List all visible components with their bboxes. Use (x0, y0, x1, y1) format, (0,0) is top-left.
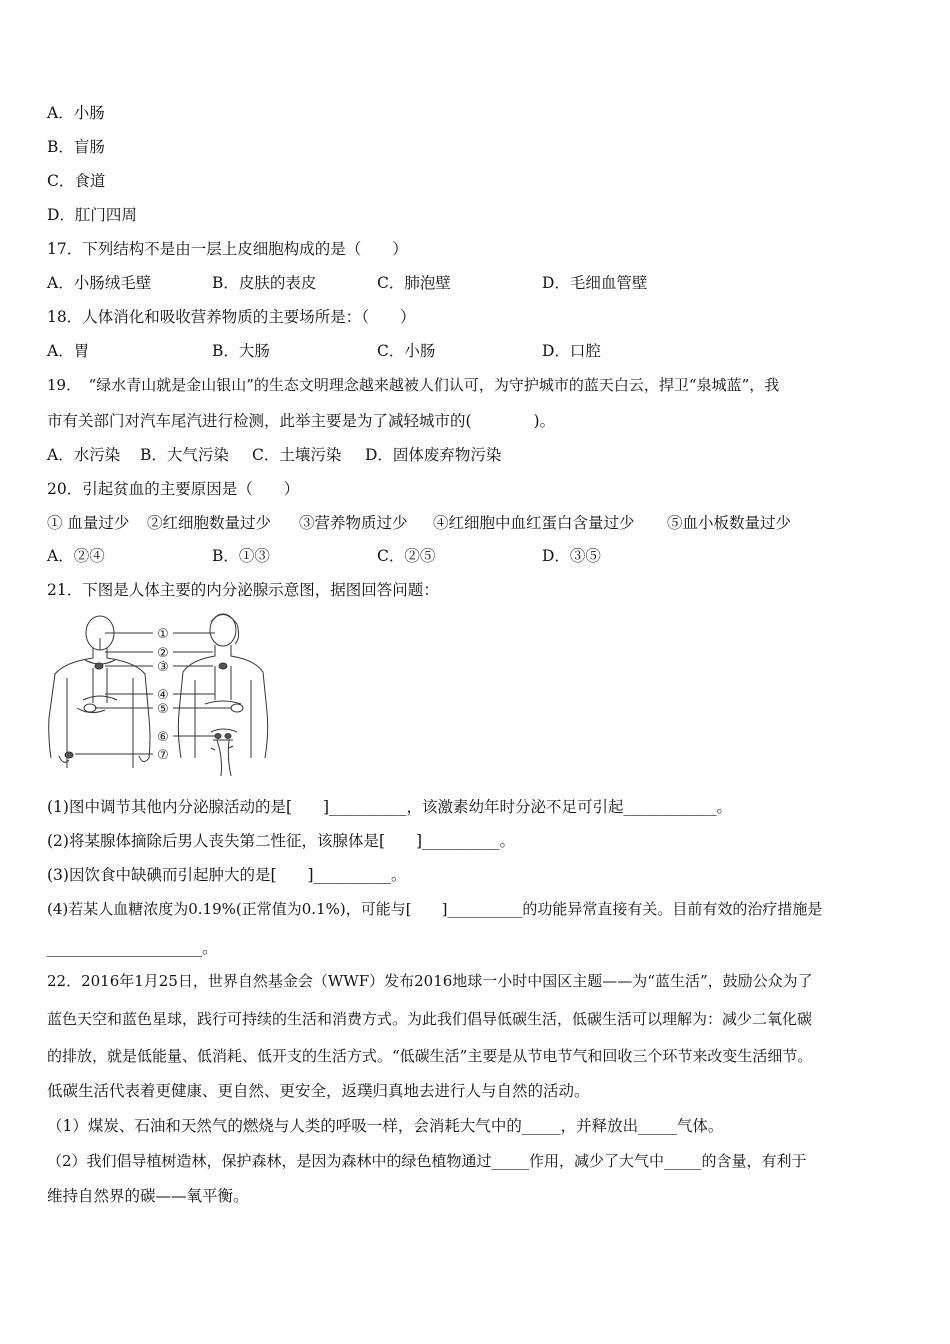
q17-option-a: A．小肠绒毛壁 (47, 274, 152, 292)
q17-option-c: C．肺泡壁 (377, 274, 451, 292)
female-body-outline (178, 614, 267, 776)
q21-stem: 21．下图是人体主要的内分泌腺示意图，据图回答问题： (47, 581, 439, 599)
figure-label-7: ⑦ (157, 748, 169, 763)
figure-label-5: ⑤ (157, 702, 169, 717)
q20-choice-3: ③营养物质过少 (299, 514, 408, 532)
q18-option-a: A．胃 (47, 342, 90, 360)
figure-label-4: ④ (157, 688, 169, 703)
q22-sub2-line2: 维持自然界的碳——氧平衡。 (47, 1187, 249, 1205)
q20-choice-4: ④红细胞中血红蛋白含量过少 (433, 514, 635, 532)
q19-option-d: D．固体废弃物污染 (365, 446, 502, 464)
q22-line3: 的排放，就是低能量、低消耗、低开支的生活方式。“低碳生活”主要是从节电节气和回收三个环节来改变生活细节。 (47, 1047, 813, 1065)
q19-option-a: A．水污染 (47, 446, 121, 464)
q22-sub2-line1: （2）我们倡导植树造林，保护森林，是因为森林中的绿色植物通过_____作用，减少了大气中_____的含量，有利于 (47, 1152, 807, 1170)
q19-stem-line1: 19． “绿水青山就是金山银山”的生态文明理念越来越被人们认可，为守护城市的蓝天白云，捍卫“泉城蓝”，我 (47, 376, 780, 394)
q20-choice-2: ②红细胞数量过少 (147, 514, 272, 532)
q21-sub4-line1: (4)若某人血糖浓度为0.19%(正常值为0.1%)，可能与[ ]__________的功能异常直接有关。目前有效的治疗措施是 (47, 900, 823, 918)
q16-option-d: D．肛门四周 (47, 206, 137, 224)
q16-option-a: A．小肠 (47, 104, 105, 122)
q21-sub1: (1)图中调节其他内分泌腺活动的是[ ]__________，该激素幼年时分泌不足可引起____________。 (47, 798, 733, 816)
q20-choice-1: ① 血量过少 (47, 514, 130, 532)
figure-label-3: ③ (157, 660, 169, 675)
endocrine-glands-figure (45, 608, 275, 778)
q19-option-c: C．土壤污染 (252, 446, 342, 464)
q20-option-b: B．①③ (212, 547, 270, 565)
q18-option-c: C．小肠 (377, 342, 436, 360)
q22-line1: 22．2016年1月25日，世界自然基金会（WWF）发布2016地球一小时中国区主题——为“蓝生活”，鼓励公众为了 (47, 972, 813, 990)
q16-option-c: C．食道 (47, 172, 106, 190)
q20-option-c: C．②⑤ (377, 547, 436, 565)
q17-option-d: D．毛细血管壁 (542, 274, 648, 292)
q18-option-b: B．大肠 (212, 342, 270, 360)
q17-stem: 17．下列结构不是由一层上皮细胞构成的是（ ） (47, 240, 408, 258)
figure-label-2: ② (157, 646, 169, 661)
male-body-outline (49, 616, 150, 768)
q20-choice-5: ⑤血小板数量过少 (667, 514, 792, 532)
figure-label-1: ① (157, 627, 169, 642)
q18-stem: 18．人体消化和吸收营养物质的主要场所是：（ ） (47, 308, 416, 326)
q21-sub4-line2: ____________________。 (47, 939, 218, 957)
q18-option-d: D．口腔 (542, 342, 601, 360)
q22-sub1: （1）煤炭、石油和天然气的燃烧与人类的呼吸一样，会消耗大气中的_____，并释放出_____气体。 (47, 1117, 724, 1135)
q21-sub2: (2)将某腺体摘除后男人丧失第二性征，该腺体是[ ]__________。 (47, 832, 516, 850)
q17-option-b: B．皮肤的表皮 (212, 274, 317, 292)
q19-option-b: B．大气污染 (140, 446, 229, 464)
q20-stem: 20．引起贫血的主要原因是（ ） (47, 480, 300, 498)
q20-option-d: D．③⑤ (542, 547, 601, 565)
q19-stem-line2: 市有关部门对汽车尾汽进行检测，此举主要是为了减轻城市的( )。 (47, 412, 556, 430)
q16-option-b: B．盲肠 (47, 138, 105, 156)
q20-option-a: A．②④ (47, 547, 105, 565)
q21-sub3: (3)因饮食中缺碘而引起肿大的是[ ]__________。 (47, 866, 407, 884)
q22-line4: 低碳生活代表着更健康、更自然、更安全，返璞归真地去进行人与自然的活动。 (47, 1082, 590, 1100)
figure-label-6: ⑥ (157, 730, 169, 745)
q22-line2: 蓝色天空和蓝色星球，践行可持续的生活和消费方式。为此我们倡导低碳生活，低碳生活可以理解为：减少二氧化碳 (47, 1010, 813, 1028)
